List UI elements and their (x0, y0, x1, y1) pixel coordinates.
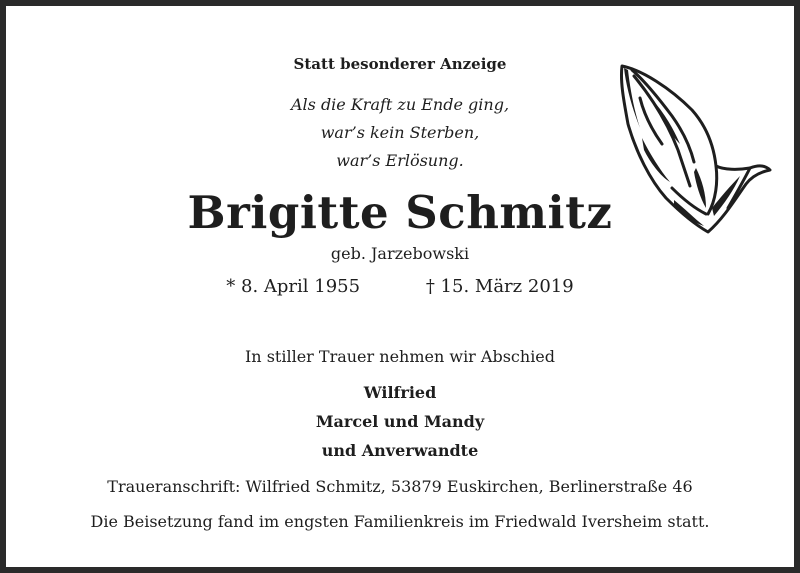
mourners-list (6, 378, 794, 465)
maiden-name: geb. Jarzebowski (330, 244, 470, 263)
poem-line: Als die Kraft zu Ende ging, (290, 95, 510, 114)
burial-note: Die Beisetzung fand im engsten Familienkreis im Friedwald Iversheim statt. (90, 512, 710, 531)
mourner-name: Wilfried (363, 383, 437, 402)
mourning-address: Traueranschrift: Wilfried Schmitz, 53879 Euskirchen, Berlinerstraße 46 (107, 477, 693, 496)
farewell-text: In stiller Trauer nehmen wir Abschied (244, 347, 556, 366)
poem-line: war’s kein Sterben, (320, 123, 480, 142)
notice-header: Statt besonderer Anzeige (293, 55, 507, 73)
mourner-name: und Anverwandte (321, 441, 479, 460)
life-dates (6, 276, 794, 297)
birth-date: * 8. April 1955 (226, 276, 361, 297)
mourner-name: Marcel und Mandy (315, 412, 485, 431)
poem-line: war’s Erlösung. (336, 151, 464, 170)
deceased-name: Brigitte Schmitz (187, 186, 613, 239)
death-date: † 15. März 2019 (425, 276, 574, 297)
